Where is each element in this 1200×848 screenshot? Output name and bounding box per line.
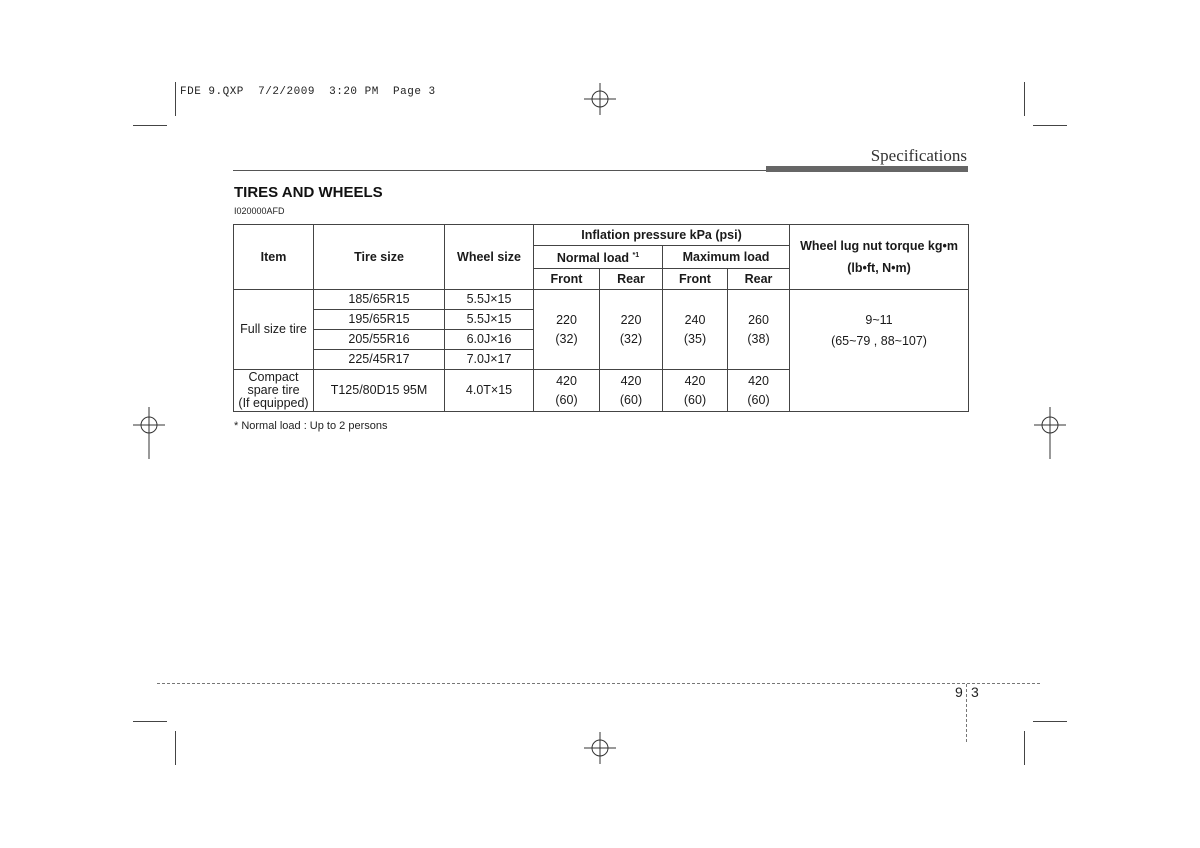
page-number-divider [966, 684, 967, 742]
header-item: Item [234, 225, 314, 290]
header-normal-load-mark: *1 [632, 252, 640, 259]
pressure-psi: (38) [747, 331, 770, 346]
registration-mark-bottom-icon [584, 732, 616, 764]
header-max-load: Maximum load [663, 246, 790, 269]
pressure-kpa: 420 [684, 373, 706, 388]
header-normal-rear: Rear [600, 269, 663, 290]
header-normal-load [534, 246, 663, 269]
registration-mark-top-icon [584, 83, 616, 115]
registration-mark-right-icon [1034, 407, 1066, 459]
pressure-kpa: 420 [748, 373, 769, 388]
normal-front-cell [534, 370, 600, 412]
wheel-size-cell: 5.5J×15 [445, 290, 534, 310]
tire-size-cell: 195/65R15 [314, 310, 445, 330]
header-torque-line1: Wheel lug nut torque kg•m [800, 238, 958, 253]
header-tire-size [314, 225, 445, 290]
normal-rear-cell [600, 370, 663, 412]
header-torque [790, 225, 969, 290]
compact-label [234, 370, 314, 412]
pressure-psi: (60) [747, 392, 770, 407]
pressure-kpa: 260 [748, 312, 769, 327]
max-rear-cell [728, 290, 790, 370]
tire-size-cell: 185/65R15 [314, 290, 445, 310]
torque-cell [790, 290, 969, 412]
pressure-psi: (60) [683, 392, 707, 407]
normal-rear-cell [600, 290, 663, 370]
page-heading: TIRES AND WHEELS [234, 184, 383, 201]
header-normal-load-text: Normal load [556, 251, 630, 266]
footer-rule [157, 683, 1040, 684]
pressure-psi: (32) [619, 331, 643, 346]
pressure-kpa: 420 [556, 373, 577, 388]
pressure-kpa: 220 [556, 312, 577, 327]
pressure-psi: (60) [555, 392, 578, 407]
pressure-psi: (32) [555, 331, 578, 346]
header-inflation: Inflation pressure kPa (psi) [534, 225, 790, 246]
wheel-size-cell: 5.5J×15 [445, 310, 534, 330]
max-front-cell [663, 370, 728, 412]
tire-size-cell: 225/45R17 [314, 350, 445, 370]
wheel-size-cell: 4.0T×15 [445, 370, 534, 412]
tire-size-cell: 205/55R16 [314, 330, 445, 350]
crop-mark-tr-v [1024, 82, 1025, 116]
crop-mark-tr-h [1033, 125, 1067, 126]
normal-front-cell [534, 290, 600, 370]
pressure-kpa: 420 [620, 373, 642, 388]
compact-label-line1: Compact [248, 370, 299, 385]
pressure-psi: (35) [683, 331, 707, 346]
tire-size-cell: T125/80D15 95M [314, 370, 445, 412]
compact-label-line3: (If equipped) [238, 396, 309, 411]
header-normal-front: Front [534, 269, 600, 290]
header-max-rear: Rear [728, 269, 790, 290]
wheel-size-cell: 7.0J×17 [445, 350, 534, 370]
registration-mark-left-icon [133, 407, 165, 459]
crop-mark-tl-h [133, 125, 167, 126]
pressure-kpa: 240 [684, 312, 706, 327]
footnote: * Normal load : Up to 2 persons [234, 420, 388, 432]
section-title: Specifications [870, 146, 967, 165]
header-tire-size-text: Tire size [354, 249, 404, 264]
max-rear-cell [728, 370, 790, 412]
crop-mark-bl-v [175, 731, 176, 765]
full-size-label: Full size tire [234, 290, 314, 370]
torque-value: 9~11 [865, 312, 893, 327]
header-torque-line2: (lb•ft, N•m) [847, 260, 911, 275]
torque-units: (65~79 , 88~107) [831, 333, 927, 348]
header-max-front: Front [663, 269, 728, 290]
header-wheel-size: Wheel size [445, 225, 534, 290]
page-number: 3 [971, 684, 979, 700]
print-slug: FDE 9.QXP 7/2/2009 3:20 PM Page 3 [180, 86, 436, 98]
crop-mark-br-h [1033, 721, 1067, 722]
compact-label-line2: spare tire [247, 383, 300, 398]
wheel-size-cell: 6.0J×16 [445, 330, 534, 350]
pressure-kpa: 220 [620, 312, 642, 327]
max-front-cell [663, 290, 728, 370]
table-row [234, 290, 969, 310]
pressure-psi: (60) [619, 392, 643, 407]
crop-mark-bl-h [133, 721, 167, 722]
page-chapter: 9 [955, 684, 963, 700]
crop-mark-br-v [1024, 731, 1025, 765]
crop-mark-tl-v [175, 82, 176, 116]
document-code: I020000AFD [234, 206, 285, 216]
header-bar [766, 166, 968, 172]
tires-wheels-table [233, 224, 969, 412]
